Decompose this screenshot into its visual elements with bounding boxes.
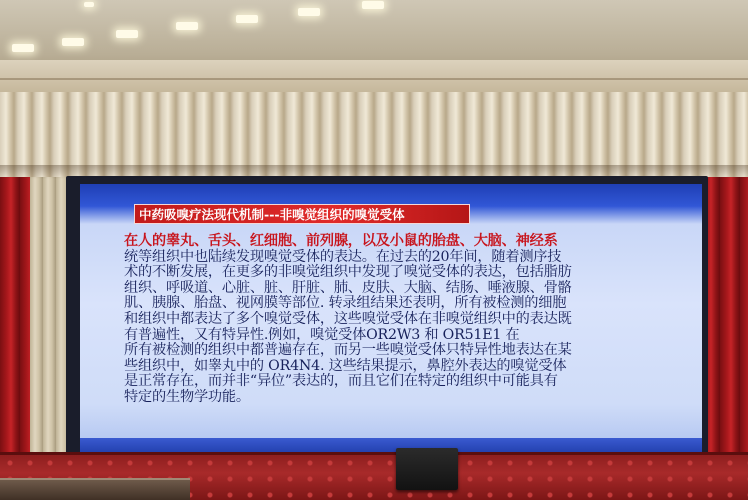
- slide-title: 中药吸嗅疗法现代机制---非嗅觉组织的嗅觉受体: [134, 204, 470, 224]
- slide-text-line: 特定的生物学功能。: [124, 388, 250, 405]
- screen-bottom-band: [80, 438, 702, 452]
- slide-text-line: 些组织中，如睾丸中的 OR4N4. 这些结果提示，鼻腔外表达的嗅觉受体: [124, 357, 567, 374]
- ceiling-light: [236, 15, 258, 23]
- ceiling-light: [362, 1, 384, 9]
- cornice-line: [0, 78, 748, 80]
- slide-text-line: 有普遍性，又有特异性.例如，嗅觉受体OR2W3 和 OR51E1 在: [124, 326, 520, 343]
- slide-text-line: 是正常存在，而并非“异位”表达的，而且它们在特定的组织中可能具有: [124, 373, 558, 390]
- ceiling-light: [84, 2, 94, 7]
- slide-body-text: [124, 234, 684, 406]
- slide-text-line: 所有被检测的组织中都普遍存在，而另一些嗅觉受体只特异性地表达在某: [124, 342, 572, 359]
- stage-speaker: [396, 448, 458, 490]
- ceiling-light: [12, 44, 34, 52]
- ceiling-light: [298, 8, 320, 16]
- slide-text-line: 组织、呼吸道、心脏、脏、肝脏、肺、皮肤、大脑、结肠、唾液腺、骨骼: [124, 279, 572, 296]
- slide-text-line: 肌、胰腺、胎盘、视网膜等部位. 转录组结果还表明，所有被检测的细胞: [124, 295, 567, 312]
- ceiling-light: [176, 22, 198, 30]
- slide-text-line: 在人的睾丸、舌头、红细胞、前列腺，以及小鼠的胎盘、大脑、神经系: [124, 233, 558, 249]
- slide-text-line: 统等组织中也陆续发现嗅觉受体的表达。在过去的20年间，随着测序技: [124, 248, 562, 265]
- foreground-railing: [0, 478, 190, 500]
- slide-text-line: 和组织中都表达了多个嗅觉受体，这些嗅觉受体在非嗅觉组织中的表达既: [124, 310, 572, 327]
- slide-text-line: 术的不断发展，在更多的非嗅觉组织中发现了嗅觉受体的表达，包括脂肪: [124, 264, 572, 281]
- led-screen: [80, 184, 702, 452]
- ceiling-light: [62, 38, 84, 46]
- ceiling-light: [116, 30, 138, 38]
